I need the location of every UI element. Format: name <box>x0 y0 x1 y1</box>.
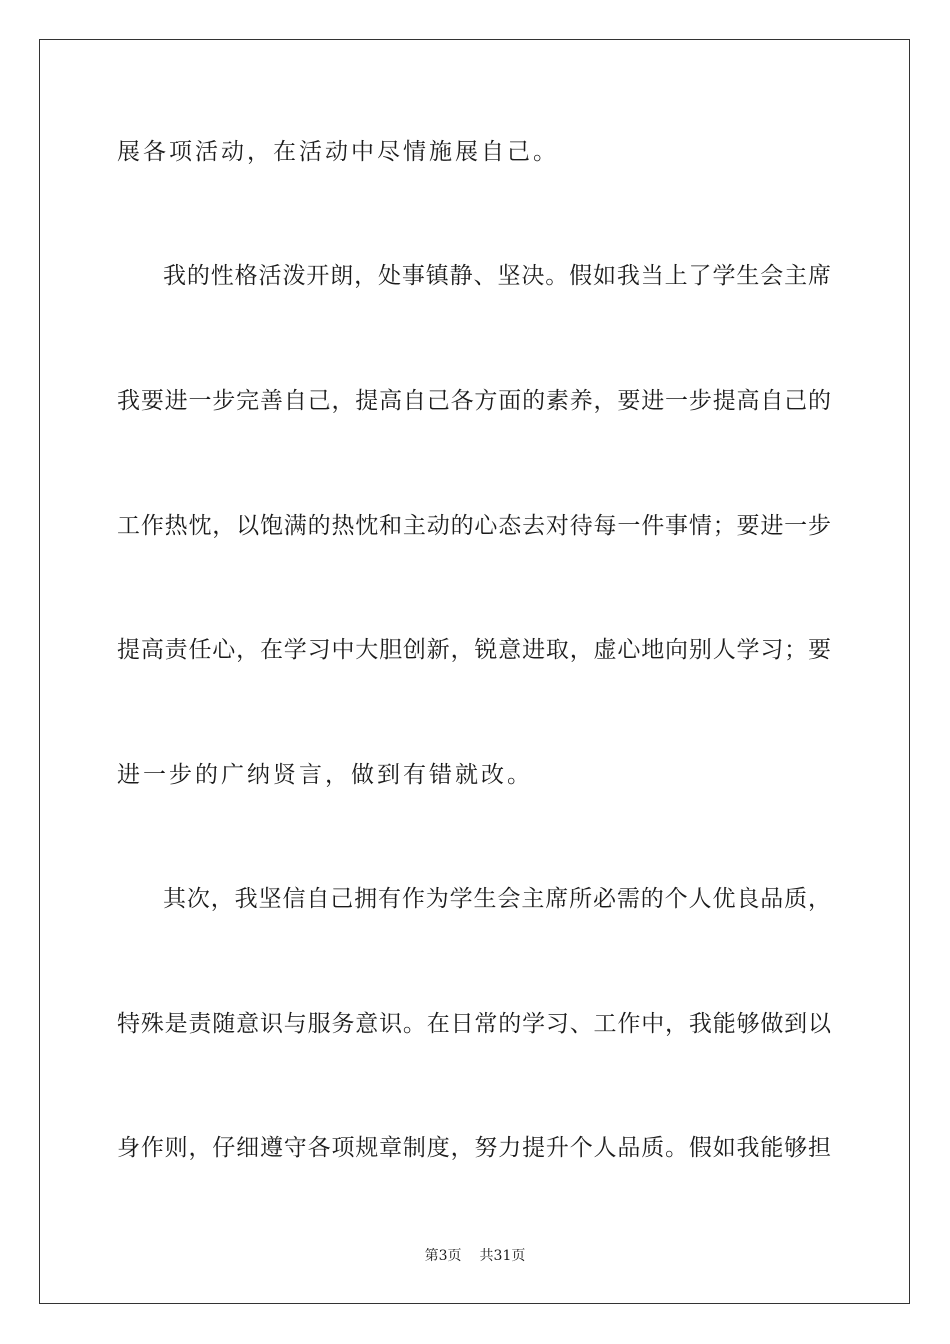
text-line: 提高责任心，在学习中大胆创新，锐意进取，虚心地向别人学习；要 <box>117 637 831 663</box>
text-line: 我要进一步完善自己，提高自己各方面的素养，要进一步提高自己的 <box>117 388 831 414</box>
page-border <box>39 39 910 1304</box>
paragraph-first-line: 我的性格活泼开朗，处事镇静、坚决。假如我当上了学生会主席 <box>163 263 831 289</box>
text-line: 特殊是责随意识与服务意识。在日常的学习、工作中，我能够做到以 <box>117 1011 831 1037</box>
page-footer <box>0 1247 950 1265</box>
total-page-count: 共31页 <box>479 1248 526 1264</box>
text-line: 工作热忱，以饱满的热忱和主动的心态去对待每一件事情；要进一步 <box>117 513 831 539</box>
text-line: 展各项活动，在活动中尽情施展自己。 <box>117 139 559 165</box>
current-page-number: 第3页 <box>424 1248 462 1264</box>
paragraph-first-line: 其次，我坚信自己拥有作为学生会主席所必需的个人优良品质， <box>163 886 831 912</box>
text-line: 进一步的广纳贤言，做到有错就改。 <box>117 762 533 788</box>
text-line: 身作则，仔细遵守各项规章制度，努力提升个人品质。假如我能够担 <box>117 1135 831 1161</box>
